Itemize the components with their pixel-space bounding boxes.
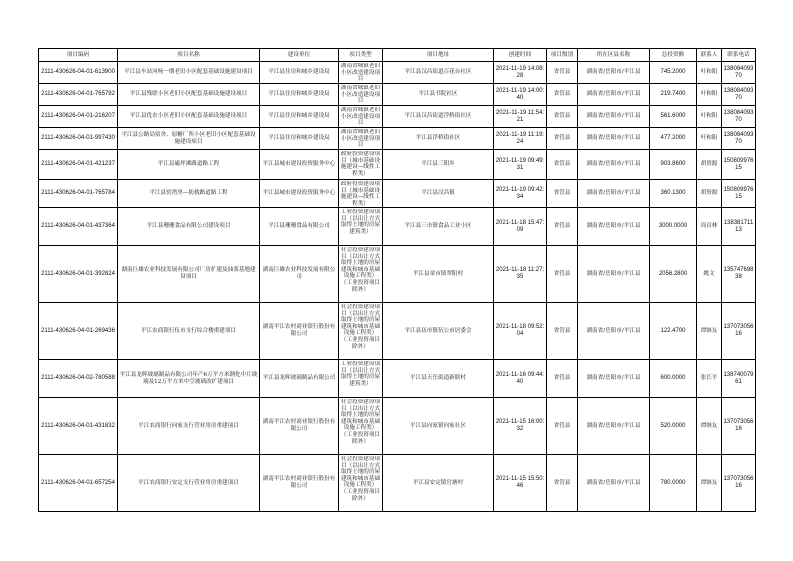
header-name: 项目名称 — [118, 49, 260, 62]
cell-region: 湖南省/岳阳市/平江县 — [578, 150, 650, 180]
cell-contact: 胡资源 — [697, 180, 722, 208]
header-contact: 联系人 — [697, 49, 722, 62]
cell-address: 平江县三市镇食品工业小区 — [383, 208, 494, 246]
cell-address: 平江县汉昌街道百花台社区 — [383, 62, 494, 84]
cell-unit: 湖南平江农村商业银行股份有限公司 — [260, 455, 339, 512]
project-type-text: 社会投资建设项目（以出让方式取得土地的房屋建筑和城市基础设施工程类）（工业投资项目除外） — [340, 456, 381, 502]
cell-unit: 平江县城市建设投资服务中心 — [260, 150, 339, 180]
cell-unit: 湖南平江农村商业银行股份有限公司 — [260, 398, 339, 455]
cell-level: 省管县 — [547, 455, 578, 512]
table-row — [39, 398, 756, 455]
cell-name: 平江农商银行安定支行营业用房重建项目 — [118, 455, 260, 512]
cell-phone: 13808409370 — [722, 128, 756, 150]
cell-phone: 15080997615 — [722, 150, 756, 180]
cell-contact: 姚文 — [697, 246, 722, 303]
cell-phone: 13874007961 — [722, 360, 756, 398]
cell-phone: 13808409370 — [722, 62, 756, 84]
header-phone: 联系电话 — [722, 49, 756, 62]
cell-contact: 叶和阳 — [697, 128, 722, 150]
project-table-sheet — [38, 48, 755, 512]
project-type-text: 社会投资建设项目（以出让方式取得土地的房屋建筑和城市基础设施工程类）（工业投资项目除外） — [340, 247, 381, 293]
cell-address: 平江县汉昌街道浮桥街社区 — [383, 106, 494, 128]
cell-contact: 谭继友 — [697, 398, 722, 455]
cell-code: 2111-430626-04-01-765784 — [39, 180, 118, 208]
cell-type — [339, 398, 383, 455]
cell-name: 平江县残联小区老旧小区配套基础设施建设项目 — [118, 84, 260, 106]
table-body — [39, 62, 756, 512]
cell-contact: 张长平 — [697, 360, 722, 398]
header-unit: 建设单位 — [260, 49, 339, 62]
cell-contact: 叶和阳 — [697, 84, 722, 106]
cell-region: 湖南省/岳阳市/平江县 — [578, 208, 650, 246]
cell-address: 平江县安定镇官塘村 — [383, 455, 494, 512]
table-row — [39, 455, 756, 512]
cell-created-time: 2021-11-19 14:00:40 — [494, 84, 547, 106]
cell-created-time: 2021-11-18 15:47:09 — [494, 208, 547, 246]
cell-address: 平江县童市镇翠阳村 — [383, 246, 494, 303]
header-address: 项目地址 — [383, 49, 494, 62]
cell-address: 平江县伍市镇伍公市居委会 — [383, 303, 494, 360]
cell-name: 平江县珊珊食品有限公司建设项目 — [118, 208, 260, 246]
cell-name: 平江县优农小区老旧小区配套基础设施建设项目 — [118, 106, 260, 128]
cell-amount: 219.7400 — [650, 84, 697, 106]
cell-type — [339, 84, 383, 106]
cell-amount: 600.0000 — [650, 360, 697, 398]
project-type-text: 湖南省城镇老旧小区改造建设项目 — [340, 107, 381, 127]
cell-type — [339, 180, 383, 208]
cell-unit: 平江县住房和城乡建设局 — [260, 62, 339, 84]
cell-name: 平江县龙晖玻璃制品有限公司年产6万平方米钢化中片玻璃及12万平方米中空玻璃改扩建项目 — [118, 360, 260, 398]
cell-code: 2111-430626-04-01-657254 — [39, 455, 118, 512]
project-type-text: 湖南省城镇老旧小区改造建设项目 — [340, 85, 381, 105]
cell-code: 2111-430626-04-01-431832 — [39, 398, 118, 455]
cell-type — [339, 128, 383, 150]
project-type-text: 政府投资建设项目（城市基础设施建设—线性工程类） — [340, 181, 381, 207]
project-type-text: 工业投资建设项目（以出让方式取得土地的房屋建筑类） — [340, 361, 381, 387]
cell-amount: 903.8600 — [650, 150, 697, 180]
cell-name: 平江县车站河杨一期老旧小区配套基础设施建设项目 — [118, 62, 260, 84]
project-type-text: 社会投资建设项目（以出让方式取得土地的房屋建筑和城市基础设施工程类）（工业投资项目除外） — [340, 399, 381, 445]
cell-phone: 13808409370 — [722, 106, 756, 128]
header-created-time: 创建时间 — [494, 49, 547, 62]
cell-address: 平江县汉昌镇 — [383, 180, 494, 208]
table-header-row — [39, 49, 756, 62]
cell-unit: 平江县城市建设投资服务中心 — [260, 180, 339, 208]
cell-level: 省管县 — [547, 84, 578, 106]
cell-type — [339, 246, 383, 303]
table-row — [39, 246, 756, 303]
cell-code: 2111-430626-04-01-613900 — [39, 62, 118, 84]
project-type-text: 湖南省城镇老旧小区改造建设项目 — [340, 63, 381, 83]
cell-level: 省管县 — [547, 62, 578, 84]
cell-region: 湖南省/岳阳市/平江县 — [578, 303, 650, 360]
header-region: 所在区县名称 — [578, 49, 650, 62]
cell-phone: 13707305616 — [722, 303, 756, 360]
cell-region: 湖南省/岳阳市/平江县 — [578, 62, 650, 84]
cell-address: 平江县书院社区 — [383, 84, 494, 106]
cell-region: 湖南省/岳阳市/平江县 — [578, 128, 650, 150]
cell-created-time: 2021-11-18 09:52:04 — [494, 303, 547, 360]
cell-phone: 15080997615 — [722, 180, 756, 208]
cell-type — [339, 360, 383, 398]
cell-level: 省管县 — [547, 246, 578, 303]
cell-address: 平江县天岳街道新联村 — [383, 360, 494, 398]
cell-address: 平江县浮桥街社区 — [383, 128, 494, 150]
cell-amount: 745.2000 — [650, 62, 697, 84]
cell-level: 省管县 — [547, 398, 578, 455]
table-row — [39, 128, 756, 150]
cell-level: 省管县 — [547, 150, 578, 180]
header-type: 项目类型 — [339, 49, 383, 62]
cell-unit: 平江县住房和城乡建设局 — [260, 128, 339, 150]
cell-contact: 周首林 — [697, 208, 722, 246]
cell-created-time: 2021-11-15 15:50:46 — [494, 455, 547, 512]
cell-code: 2111-430626-04-01-997430 — [39, 128, 118, 150]
cell-amount: 360.1300 — [650, 180, 697, 208]
cell-created-time: 2021-11-15 16:00:32 — [494, 398, 547, 455]
cell-created-time: 2021-11-19 11:54:21 — [494, 106, 547, 128]
cell-region: 湖南省/岳阳市/平江县 — [578, 180, 650, 208]
cell-code: 2111-430626-04-01-421237 — [39, 150, 118, 180]
cell-level: 省管县 — [547, 180, 578, 208]
cell-code: 2111-430626-04-01-216207 — [39, 106, 118, 128]
cell-name: 平江县公路局宿舍、原糖厂所小区老旧小区配套基础设施建设项目 — [118, 128, 260, 150]
cell-name: 平江县窑湾里—防救路道路工程 — [118, 180, 260, 208]
table-row — [39, 106, 756, 128]
cell-type — [339, 62, 383, 84]
cell-type — [339, 455, 383, 512]
project-table — [38, 48, 756, 512]
cell-name: 平江农商银行伍市支行综合楼重建项目 — [118, 303, 260, 360]
cell-address: 平江县三阳乡 — [383, 150, 494, 180]
cell-created-time: 2021-11-19 09:42:34 — [494, 180, 547, 208]
cell-amount: 122.4700 — [650, 303, 697, 360]
project-type-text: 社会投资建设项目（以出让方式取得土地的房屋建筑和城市基础设施工程类）（工业投资项目除外） — [340, 304, 381, 350]
cell-unit: 平江县住房和城乡建设局 — [260, 106, 339, 128]
cell-type — [339, 303, 383, 360]
table-row — [39, 303, 756, 360]
cell-contact: 叶和阳 — [697, 62, 722, 84]
table-row — [39, 62, 756, 84]
cell-region: 湖南省/岳阳市/平江县 — [578, 246, 650, 303]
cell-type — [339, 208, 383, 246]
cell-phone: 13574769838 — [722, 246, 756, 303]
cell-code: 2111-430626-04-01-269436 — [39, 303, 118, 360]
cell-region: 湖南省/岳阳市/平江县 — [578, 360, 650, 398]
cell-unit: 平江县珊珊食品有限公司 — [260, 208, 339, 246]
cell-contact: 叶和阳 — [697, 106, 722, 128]
cell-phone: 13707305616 — [722, 455, 756, 512]
cell-region: 湖南省/岳阳市/平江县 — [578, 398, 650, 455]
table-row — [39, 150, 756, 180]
cell-unit: 湖南平江农村商业银行股份有限公司 — [260, 303, 339, 360]
cell-created-time: 2021-11-19 09:49:31 — [494, 150, 547, 180]
cell-created-time: 2021-11-19 11:19:24 — [494, 128, 547, 150]
project-type-text: 政府投资建设项目（城市基础设施建设—线性工程类） — [340, 151, 381, 177]
cell-unit: 平江县龙晖玻璃制品有限公司 — [260, 360, 339, 398]
cell-region: 湖南省/岳阳市/平江县 — [578, 106, 650, 128]
cell-code: 2111-430626-04-02-780588 — [39, 360, 118, 398]
cell-type — [339, 106, 383, 128]
cell-created-time: 2021-11-19 14:08:28 — [494, 62, 547, 84]
cell-contact: 谭继友 — [697, 303, 722, 360]
cell-level: 省管县 — [547, 303, 578, 360]
cell-level: 省管县 — [547, 106, 578, 128]
cell-amount: 561.6000 — [650, 106, 697, 128]
cell-name: 平江农商银行向家支行营业用房重建项目 — [118, 398, 260, 455]
cell-region: 湖南省/岳阳市/平江县 — [578, 84, 650, 106]
cell-name: 湖南巨雄农业科技发展有限公司厂房扩建及油茶基地建设项目 — [118, 246, 260, 303]
cell-amount: 3000.0000 — [650, 208, 697, 246]
cell-code: 2111-430626-04-01-392824 — [39, 246, 118, 303]
table-row — [39, 84, 756, 106]
cell-region: 湖南省/岳阳市/平江县 — [578, 455, 650, 512]
header-level: 项目级别 — [547, 49, 578, 62]
cell-unit: 平江县住房和城乡建设局 — [260, 84, 339, 106]
cell-type — [339, 150, 383, 180]
cell-level: 省管县 — [547, 208, 578, 246]
cell-name: 平江县磁坪滩路道路工程 — [118, 150, 260, 180]
cell-code: 2111-430626-04-01-765792 — [39, 84, 118, 106]
cell-contact: 胡资源 — [697, 150, 722, 180]
project-type-text: 工业投资建设项目（以出让方式取得土地的房屋建筑类） — [340, 209, 381, 235]
cell-contact: 谭继友 — [697, 455, 722, 512]
cell-amount: 780.0000 — [650, 455, 697, 512]
cell-level: 省管县 — [547, 360, 578, 398]
cell-phone: 13808409370 — [722, 84, 756, 106]
project-type-text: 湖南省城镇老旧小区改造建设项目 — [340, 129, 381, 149]
header-amount: 总投资额 — [650, 49, 697, 62]
cell-address: 平江县向家镇向家社区 — [383, 398, 494, 455]
cell-unit: 湖南巨雄农业科技发展有限公司 — [260, 246, 339, 303]
cell-phone: 13838171113 — [722, 208, 756, 246]
cell-code: 2111-430626-04-01-437364 — [39, 208, 118, 246]
cell-amount: 520.0000 — [650, 398, 697, 455]
cell-phone: 13707305616 — [722, 398, 756, 455]
header-code: 项目编码 — [39, 49, 118, 62]
cell-created-time: 2021-11-18 11:27:35 — [494, 246, 547, 303]
cell-amount: 2056.2800 — [650, 246, 697, 303]
table-row — [39, 180, 756, 208]
cell-level: 省管县 — [547, 128, 578, 150]
table-row — [39, 360, 756, 398]
table-row — [39, 208, 756, 246]
cell-created-time: 2021-11-16 09:44:40 — [494, 360, 547, 398]
cell-amount: 477.2000 — [650, 128, 697, 150]
